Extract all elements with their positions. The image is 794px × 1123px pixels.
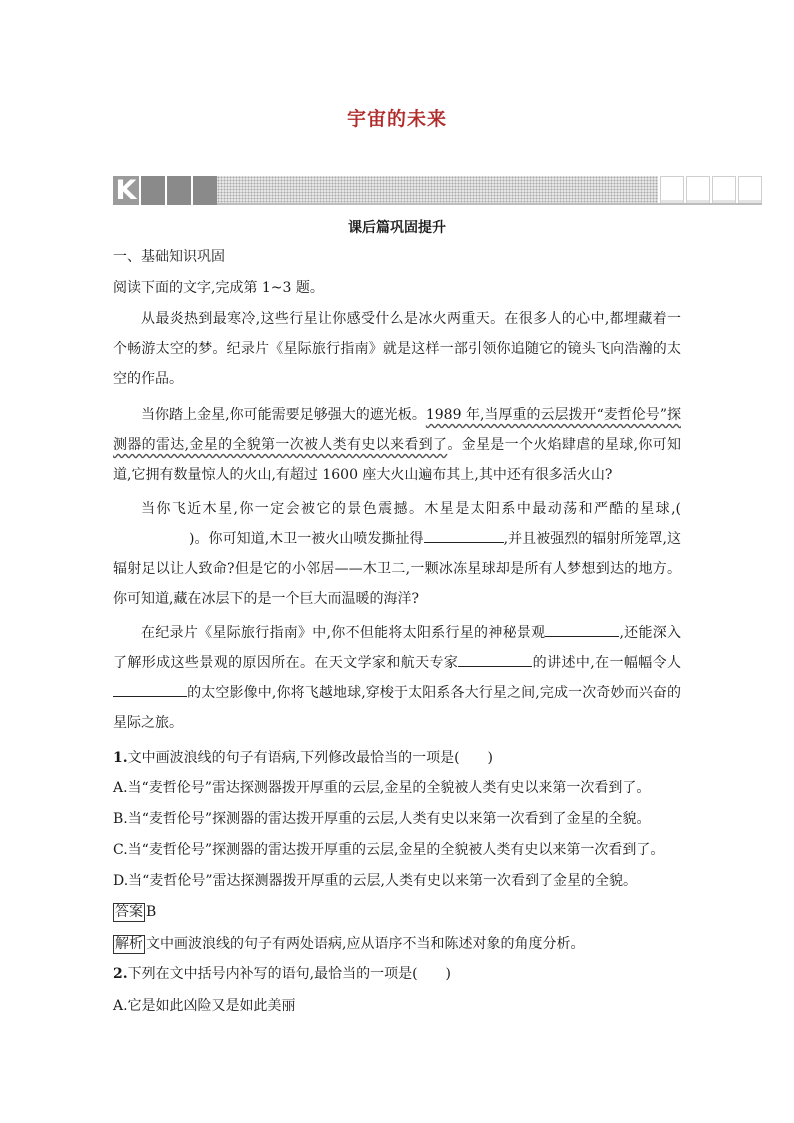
option-d: D.当“麦哲伦号”雷达探测器拨开厚重的云层,人类有史以来第一次看到了金星的全貌。	[113, 873, 637, 889]
paragraph-3-text: 当你飞近木星,你一定会被它的景色震撼。木星是太阳系中最动荡和严酷的星球,(	[141, 501, 681, 517]
banner-block	[686, 176, 710, 205]
paragraph-3	[113, 494, 681, 614]
banner-divider	[217, 203, 762, 205]
paragraph-4-text: 的太空影像中,你将飞越地球,穿梭于太阳系各大行星之间,完成一次奇妙而兴奋的星际之旅。	[113, 685, 681, 731]
paragraph-4-text: 在纪录片《星际旅行指南》中,你不但能将太阳系行星的神秘景观	[141, 625, 546, 641]
banner-block	[738, 176, 762, 205]
section-banner	[113, 176, 762, 205]
option-c: C.当“麦哲伦号”探测器的雷达拨开厚重的云层,金星的全貌被人类有史以来第一次看到了。	[113, 842, 665, 858]
paragraph-2-text: 。金星是一个火焰肆虐的星球,你可知道,它拥有数量惊人的火山,有超过 1600 座大火山遍布其上,其中还有很多活火山?	[113, 437, 681, 483]
wavy-sentence: 1989 年,当厚重的云层拨开“麦哲伦号”探测器的雷达,金星的全貌第一次被人类有史以来看到了	[113, 407, 682, 453]
paragraph-4-text: 的讲述中,在一幅幅令人	[532, 655, 682, 671]
option-a: A.它是如此凶险又是如此美丽	[113, 998, 296, 1014]
page-title: 宇宙的未来	[346, 108, 447, 130]
question-text: 文中画波浪线的句子有语病,下列修改最恰当的一项是( )	[127, 750, 493, 766]
paragraph-1: 从最炎热到最寒冷,这些行星让你感受什么是冰火两重天。在很多人的心中,都埋藏着一个畅游太空的梦。纪录片《星际旅行指南》就是这样一部引领你追随它的镜头飞向浩瀚的太空的作品。	[113, 311, 681, 387]
part-heading: 一、基础知识巩固	[113, 249, 225, 265]
analysis-line	[113, 934, 584, 954]
banner-block	[660, 176, 684, 205]
question-number: 2.	[113, 966, 128, 982]
paragraph-3-text: ,并且被强烈的辐射所笼罩,这辐射足以让人致命?但是它的小邻居——木卫二,一颗冰冻星球却是所有人梦想到达的地方。你可知道,藏在冰层下的是一个巨大而温暖的海洋?	[113, 531, 681, 607]
fill-blank	[545, 622, 619, 637]
paragraph-4	[113, 618, 681, 738]
banner-block	[167, 176, 191, 205]
question-2	[113, 964, 451, 984]
banner-block	[712, 176, 736, 205]
banner-block	[141, 176, 165, 205]
paragraph-4-text: ,还能深入了解形成这些景观的原因所在。在天文学家和航天专家	[113, 625, 682, 671]
banner-dots	[217, 176, 658, 205]
instruction: 阅读下面的文字,完成第 1~3 题。	[113, 280, 324, 296]
fill-blank	[458, 652, 532, 667]
fill-blank	[113, 682, 187, 697]
answer-label: 答案	[115, 904, 143, 920]
paragraph-2-text: 当你踏上金星,你可能需要足够强大的遮光板。	[141, 407, 426, 423]
paragraph-3-text: )。你可知道,木卫一被火山喷发撕扯得	[189, 531, 424, 547]
option-a: A.当“麦哲伦号”雷达探测器拨开厚重的云层,金星的全貌被人类有史以来第一次看到了。	[113, 780, 651, 796]
analysis-label: 解析	[115, 936, 143, 952]
question-1	[113, 748, 493, 768]
paragraph-2	[113, 400, 681, 490]
answer-value: B	[146, 904, 157, 920]
banner-block	[193, 176, 217, 205]
banner-letter: K	[113, 176, 139, 205]
fill-blank	[424, 528, 504, 543]
answer-line	[113, 902, 156, 922]
analysis-text: 文中画波浪线的句子有两处语病,应从语序不当和陈述对象的角度分析。	[146, 936, 585, 952]
option-b: B.当“麦哲伦号”探测器的雷达拨开厚重的云层,人类有史以来第一次看到了金星的全貌。	[113, 811, 651, 827]
question-text: 下列在文中括号内补写的语句,最恰当的一项是( )	[127, 966, 451, 982]
section-title: 课后篇巩固提升	[348, 220, 446, 236]
question-number: 1.	[113, 750, 128, 766]
